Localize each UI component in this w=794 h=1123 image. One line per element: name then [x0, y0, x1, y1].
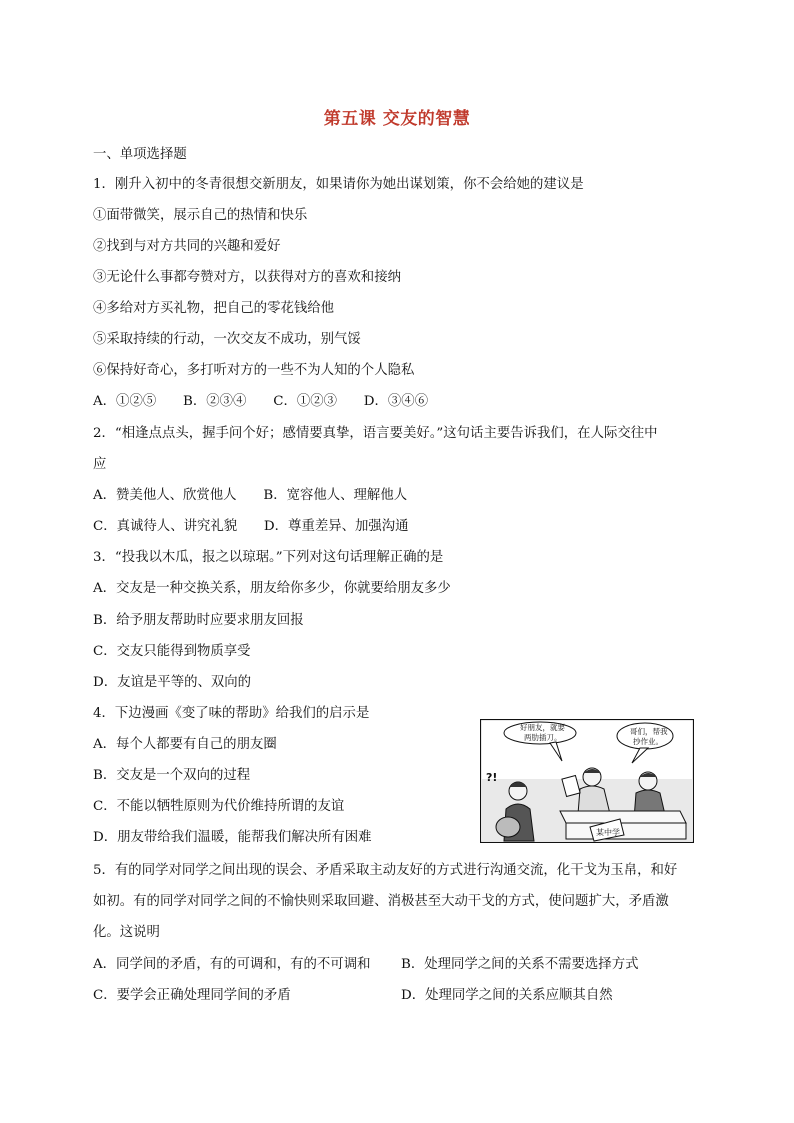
question-5-stem: 5．有的同学对同学之间出现的误会、矛盾采取主动友好的方式进行沟通交流，化干戈为玉帛，和好 — [93, 863, 678, 878]
question-4-option-c: C．不能以牺牲原则为代价维持所谓的友谊 — [93, 799, 345, 814]
question-1-item: ⑤采取持续的行动，一次交友不成功，别气馁 — [93, 332, 361, 347]
cartoon-bubble-left-text: 好朋友，就要 — [520, 723, 565, 732]
question-3-stem: 3．“投我以木瓜，报之以琼琚。”下列对这句话理解正确的是 — [93, 550, 444, 565]
question-4-option-b: B．交友是一个双向的过程 — [93, 768, 251, 783]
question-2-stem: 2．“相逢点点头，握手问个好；感情要真挚，语言要美好。”这句话主要告诉我们，在人际交往中 — [93, 426, 658, 441]
cartoon-illustration — [480, 719, 694, 843]
question-4-option-d: D．朋友带给我们温暖，能帮我们解决所有困难 — [93, 830, 372, 845]
question-1-item: ④多给对方买礼物，把自己的零花钱给他 — [93, 301, 335, 316]
question-2-stem-cont: 应 — [93, 457, 107, 472]
question-3-option-b: B．给予朋友帮助时应要求朋友回报 — [93, 613, 304, 628]
question-1-item: ②找到与对方共同的兴趣和爱好 — [93, 239, 281, 254]
question-5-stem-cont: 如初。有的同学对同学之间的不愉快则采取回避、消极甚至大动干戈的方式，使问题扩大，矛盾激 — [93, 894, 669, 909]
question-1-stem: 1．刚升入初中的冬青很想交新朋友，如果请你为她出谋划策，你不会给她的建议是 — [93, 177, 584, 192]
cartoon-surprise-mark: ?! — [486, 771, 498, 784]
question-5-option-b: B．处理同学之间的关系不需要选择方式 — [401, 957, 639, 972]
question-5-option-c: C．要学会正确处理同学间的矛盾 — [93, 988, 291, 1003]
question-1-options: A．①②⑤ B．②③④ C．①②③ D．③④⑥ — [93, 394, 429, 409]
question-5-option-d: D．处理同学之间的关系应顺其自然 — [401, 988, 613, 1003]
section-heading: 一、单项选择题 — [93, 147, 187, 162]
question-1-item: ①面带微笑，展示自己的热情和快乐 — [93, 208, 308, 223]
page-title: 第五课 交友的智慧 — [323, 109, 471, 129]
cartoon-desk-sign: 某中学 — [596, 828, 620, 837]
question-1-item: ⑥保持好奇心，多打听对方的一些不为人知的个人隐私 — [93, 363, 415, 378]
question-3-option-d: D．友谊是平等的、双向的 — [93, 675, 252, 690]
question-3-option-c: C．交友只能得到物质享受 — [93, 644, 251, 659]
question-2-options-ab: A．赞美他人、欣赏他人 B．宽容他人、理解他人 — [93, 488, 408, 503]
question-5-option-a: A．同学间的矛盾，有的可调和，有的不可调和 — [93, 957, 371, 972]
cartoon-bubble-right-text: 哥们，帮我 — [630, 727, 668, 736]
svg-text:抄作业。: 抄作业。 — [633, 737, 663, 746]
question-1-item: ③无论什么事都夸赞对方，以获得对方的喜欢和接纳 — [93, 270, 401, 285]
question-5-stem-cont: 化。这说明 — [93, 925, 160, 940]
question-2-options-cd: C．真诚待人、讲究礼貌 D．尊重差异、加强沟通 — [93, 519, 409, 534]
question-4-option-a: A．每个人都要有自己的朋友圈 — [93, 737, 277, 752]
question-4-stem: 4．下边漫画《变了味的帮助》给我们的启示是 — [93, 706, 370, 721]
question-3-option-a: A．交友是一种交换关系，朋友给你多少，你就要给朋友多少 — [93, 581, 451, 596]
svg-text:两肋插刀。: 两肋插刀。 — [524, 733, 562, 742]
